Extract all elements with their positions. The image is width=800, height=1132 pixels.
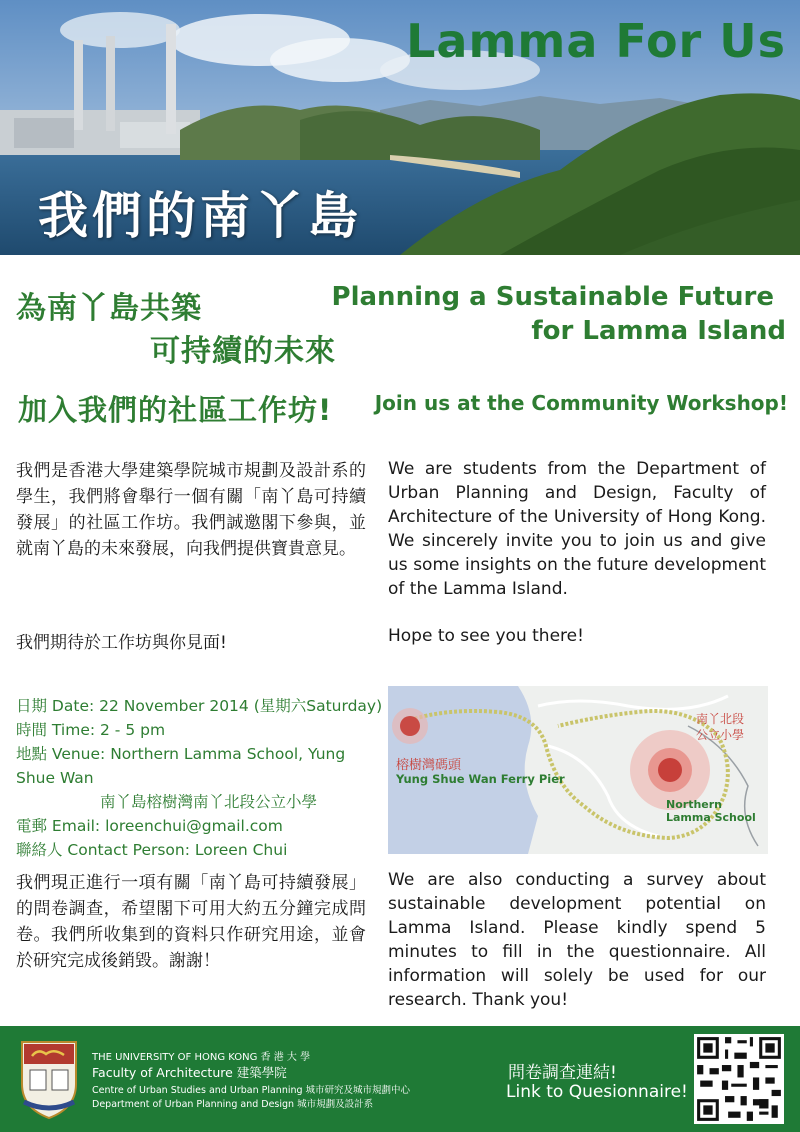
footer-faculty: Faculty of Architecture 建築學院 (92, 1065, 287, 1080)
footer-department: Department of Urban Planning and Design 城市規劃及設計系 (92, 1099, 374, 1110)
map-school-en: Northern Lamma School (666, 798, 756, 824)
heading-zh-line2: 可持續的未來 (150, 334, 336, 369)
questionnaire-link-en[interactable]: Link to Quesionnaire! (506, 1082, 688, 1102)
intro-zh: 我們是香港大學建築學院城市規劃及設計系的學生，我們將會舉行一個有關「南丫島可持續發展」的社區工作坊。我們誠邀閣下參與，並就南丫島的未來發展，向我們提供寶貴意見。 (16, 461, 366, 559)
survey-en: We are also conducting a survey about sustainable development potential on Lamma Island. Please kindly spend 5 minutes to fill in the questionnaire. All information will solely be used for our research. Thank you! (388, 870, 766, 1010)
hero-banner (0, 0, 800, 255)
join-heading-en: Join us at the Community Workshop! (374, 391, 788, 415)
footer (0, 1026, 800, 1132)
map-pier-zh: 榕樹灣碼頭 (396, 758, 462, 773)
see-you-zh: 我們期待於工作坊與你見面! (16, 633, 227, 653)
heading-zh-line1: 為南丫島共築 (16, 291, 202, 326)
hero-title-zh: 我們的南丫島 (38, 187, 362, 245)
map-pier-en: Yung Shue Wan Ferry Pier (396, 772, 565, 786)
see-you-en: Hope to see you there! (388, 626, 584, 646)
event-venue-zh: 南丫島榕樹灣南丫北段公立小學 (100, 793, 318, 811)
map-school-zh-2: 公立小學 (696, 728, 745, 742)
heading-en-line1: Planning a Sustainable Future (331, 282, 774, 312)
event-date: 日期 Date: 22 November 2014 (星期六Saturday) (16, 697, 383, 715)
event-email[interactable]: 電郵 Email: loreenchui@gmail.com (16, 817, 283, 835)
footer-centre: Centre of Urban Studies and Urban Planning 城市研究及城市規劃中心 (92, 1085, 411, 1096)
event-contact: 聯絡人 Contact Person: Loreen Chui (16, 841, 288, 859)
heading-en-line2: for Lamma Island (531, 316, 786, 346)
event-details (16, 694, 386, 862)
intro-en: We are students from the Department of Urban Planning and Design, Faculty of Architecture of the University of Hong Kong. We sincerely invite you to join us and give us some insights on the future development of the Lamma Island. (388, 459, 766, 599)
event-venue: 地點 Venue: Northern Lamma School, Yung Shue Wan (16, 745, 346, 787)
hku-crest-icon (18, 1038, 80, 1122)
location-map (388, 686, 768, 854)
footer-university: THE UNIVERSITY OF HONG KONG 香 港 大 學 (92, 1052, 311, 1063)
hero-title-en: Lamma For Us (406, 14, 786, 68)
map-school-zh-1: 南丫北段 (696, 712, 745, 726)
join-heading-zh: 加入我們的社區工作坊! (18, 393, 333, 427)
event-time: 時間 Time: 2 - 5 pm (16, 721, 166, 739)
survey-zh: 我們現正進行一項有關「南丫島可持續發展」的問卷調查，希望閣下可用大約五分鐘完成問卷。我們所收集到的資料只作研究用途，並會於研究完成後銷毀。謝謝！ (16, 873, 366, 971)
qr-code-icon[interactable] (694, 1034, 784, 1124)
questionnaire-link-zh[interactable]: 問卷調查連結! (508, 1063, 617, 1083)
